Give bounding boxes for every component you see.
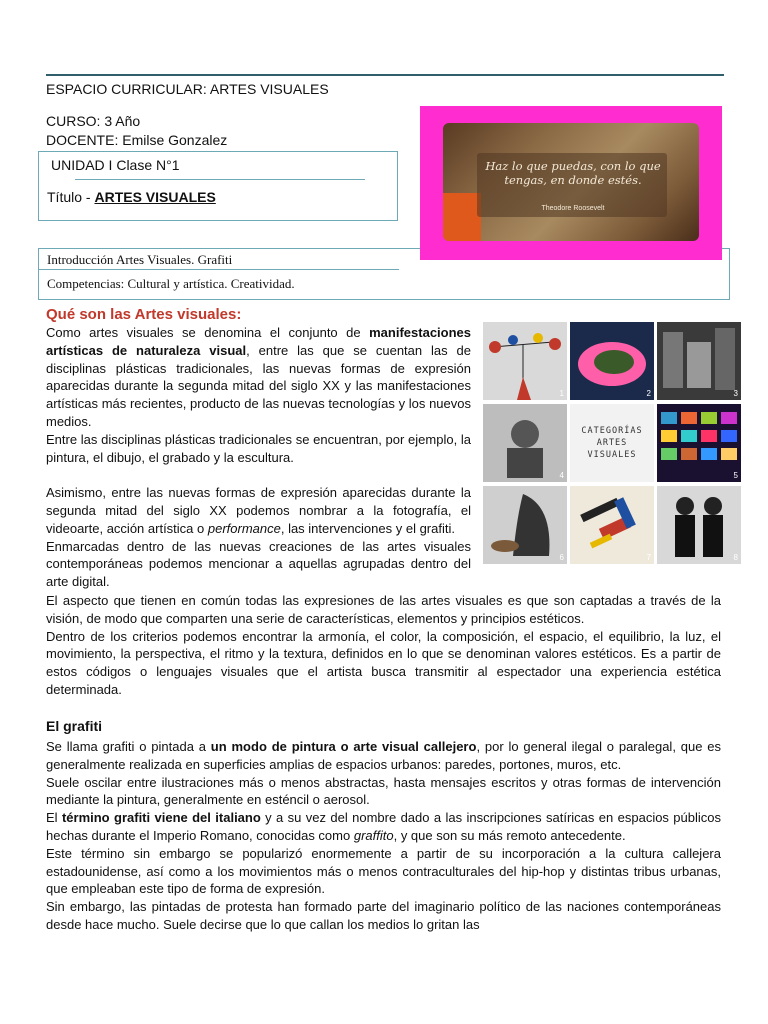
section2-p4: Este término sin embargo se popularizó enormemente a partir de su incorporación a la cultura callejera estadounidense, así como a los movimientos más o menos contraculturales del hip-hop y distintas tribus urbanas, que empleaban este tipo de forma de expresión. [46,845,721,897]
collage-twins [657,486,741,564]
unidad-divider [75,179,365,180]
quote-text: Haz lo que puedas, con lo que tengas, en donde estés. [485,159,661,187]
section1-heading: Qué son las Artes visuales: [46,306,242,323]
collage-suprematism [570,486,654,564]
section2-p5: Sin embargo, las pintadas de protesta han formado parte del imaginario político de las naciones contemporáneas desde hace mucho. Suele decirse que lo que callan los medios lo gritan las [46,899,721,932]
docente: DOCENTE: Emilse Gonzalez [46,132,228,148]
section1-intro [46,324,471,591]
unidad-box [38,151,398,221]
competencias: Competencias: Cultural y artística. Creatividad. [47,276,295,291]
section1-p2: Entre las disciplinas plásticas tradicionales se encuentran, por ejemplo, la pintura, el dibujo, el grabado y la escultura. [46,431,471,465]
collage-center-title [570,404,654,482]
section1-p5: El aspecto que tienen en común todas las expresiones de las artes visuales es que son captadas a través de la visión, de modo que comparten una serie de características, elementos y principios estéticos. [46,593,721,626]
intro: Introducción Artes Visuales. Grafiti [47,252,233,267]
collage-mobile [483,322,567,400]
collage-title-3: VISUALES [587,450,637,460]
collage-performance [483,486,567,564]
section2-body [46,738,721,934]
orange-shape [443,193,481,241]
section2-heading: El grafiti [46,718,103,734]
section2-p3: El término grafiti viene del italiano y a su vez del nombre dado a las inscripciones satíricas en espacios públicos hechas durante el Imperio Romano, conocidas como graffito, y que son su más remoto antecedente. [46,810,722,843]
quote-photo [443,123,699,241]
unidad: UNIDAD I Clase N°1 [51,157,180,173]
collage-title-1: CATEGORÍAS [581,426,643,436]
section1-p1: Como artes visuales se denomina el conjunto de manifestaciones artísticas de naturaleza visual, entre las que se cuentan las de disciplinas plásticas tradicionales, las nuevas formas de expresión aparecidas durante la segunda mitad del siglo XX y las manifestaciones artísticas más recientes, producto de las nuevas tecnologías y los nuevos medios. [46,325,471,429]
espacio-curricular: ESPACIO CURRICULAR: ARTES VISUALES [46,81,329,97]
section1-p6: Dentro de los criterios podemos encontrar la armonía, el color, la composición, el espacio, el equilibrio, la luz, el movimiento, la perspectiva, el ritmo y la textura, definidos en lo que se denominan valores estéticos. Es a partir de estos códigos o lenguajes visuales que el artista busca transmitir al espectador una experiencia estética determinada. [46,628,721,697]
collage-video-art [657,404,741,482]
titulo-prefix: Título - [47,189,95,205]
collage-num-7: 7 [646,553,651,562]
titulo-value: ARTES VISUALES [94,189,216,205]
collage-num-2: 2 [646,389,651,398]
section2-p2: Suele oscilar entre ilustraciones más o menos abstractas, hasta mensajes escritos y otras formas de intervención mediante la pintura, generalmente en esténcil o aerosol. [46,774,721,808]
header-rule [46,74,724,76]
collage-num-8: 8 [733,553,738,562]
collage-num-6: 6 [559,553,564,562]
curso: CURSO: 3 Año [46,113,141,129]
quote-author: Theodore Roosevelt [541,205,605,212]
section1-p4: Enmarcadas dentro de las nuevas creaciones de las artes visuales contemporáneas podemos mencionar a aquellas agrupadas dentro del arte digital. [46,538,471,590]
collage-num-1: 1 [559,389,564,398]
collage-title-2: ARTES [596,438,628,448]
collage-num-5: 5 [733,471,738,480]
collage-engraving [483,404,567,482]
collage-installation [657,322,741,400]
section2-p1: Se llama grafiti o pintada a un modo de pintura o arte visual callejero, por lo general ilegal o paralegal, que es generalmente realizada en superficies amplias de espacios urbanos: paredes, portones, muros, etc. [46,739,721,772]
intro-divider [39,269,399,270]
titulo [47,189,216,205]
collage-island [570,322,654,400]
section1-rest [46,592,721,699]
collage-num-3: 3 [733,389,738,398]
categories-collage [483,322,741,564]
collage-num-4: 4 [559,471,564,480]
section1-p3: Asimismo, entre las nuevas formas de expresión aparecidas durante la segunda mitad del siglo XX podemos nombrar a la fotografía, el videoarte, acción artística o performance, las intervenciones y el grafiti. [46,485,471,536]
